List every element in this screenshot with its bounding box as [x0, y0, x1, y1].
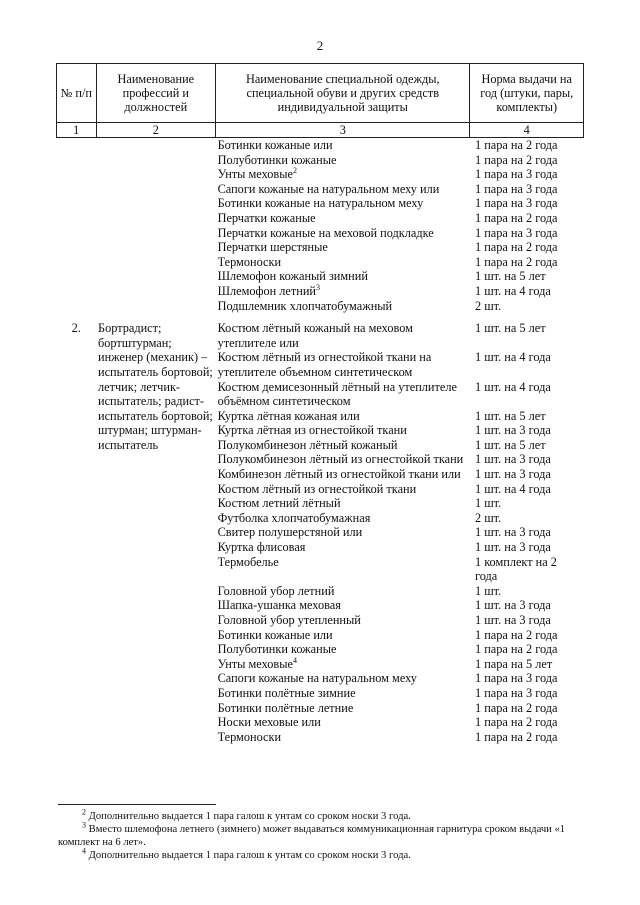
ppe-item-name [216, 452, 470, 467]
issue-norm: 1 пара на 2 года [474, 240, 558, 255]
ppe-item-name [216, 584, 470, 599]
ppe-item-text: Свитер полушерстяной или [217, 525, 363, 540]
issue-norm: 2 шт. [474, 298, 502, 313]
issue-norm: 1 комплект на 2 года [474, 554, 557, 584]
issue-norm: 1 шт. [474, 583, 502, 598]
ppe-item-name [216, 321, 470, 350]
ppe-item-name [216, 350, 470, 379]
ppe-item-text: Куртка флисовая [217, 540, 306, 555]
issue-norm: 1 шт. на 3 года [474, 452, 551, 467]
issue-norm: 1 шт. на 5 лет [474, 408, 546, 423]
column-number: 4 [470, 123, 584, 138]
ppe-item-text: Костюм лётный из огнестойкой ткани на утеплителе объемном синтетическом [217, 350, 432, 379]
ppe-item-name [216, 182, 470, 197]
column-number: 1 [57, 123, 97, 138]
spacer-cell [57, 313, 584, 321]
issue-norm: 1 пара на 2 года [474, 627, 558, 642]
ppe-item-text: Футболка хлопчатобумажная [217, 510, 371, 525]
footnote-ref: 2 [292, 166, 297, 176]
ppe-item-text: Полуботинки кожаные [217, 152, 337, 167]
footnote-mark: 2 [82, 807, 86, 817]
profession-list: Бортрадист; бортштурман; инженер (механик) – испытатель бортовой; летчик; летчик-испытатель; радист-испытатель бортовой; штурман; штурман-испытатель [98, 321, 213, 452]
ppe-item-name [216, 438, 470, 453]
empty-number-cell [57, 138, 97, 314]
ppe-item-name [216, 613, 470, 628]
table-row [57, 138, 584, 153]
table-header-row [57, 64, 584, 123]
issue-norm: 1 пара на 2 года [474, 642, 558, 657]
ppe-item-name [216, 284, 470, 299]
ppe-item-name [216, 525, 470, 540]
ppe-item-text: Ботинки кожаные или [217, 138, 333, 152]
issue-norm: 1 пара на 2 года [474, 700, 558, 715]
footnote-text: Дополнительно выдается 1 пара галош к унтам со сроком носки 3 года. [88, 850, 411, 861]
issue-norm: 1 пара на 2 года [474, 254, 558, 269]
issue-norm: 1 пара на 3 года [474, 181, 558, 196]
ppe-item-text: Ботинки полётные зимние [217, 685, 356, 700]
ppe-item-text: Шлемофон кожаный зимний [217, 269, 368, 284]
issue-norm: 1 шт. на 3 года [474, 598, 551, 613]
ppe-item-name [216, 482, 470, 497]
ppe-item-name [216, 555, 470, 584]
ppe-item-text: Сапоги кожаные на натуральном меху [217, 671, 417, 686]
issue-norm: 1 пара на 2 года [474, 715, 558, 730]
footnote-text: Вместо шлемофона летнего (зимнего) может выдаваться коммуникационная гарнитура сроком выдачи «1 комплект на 6 лет». [58, 824, 566, 848]
ppe-item-text: Костюм демисезонный лётный на утеплителе объёмном синтетическом [217, 379, 457, 409]
issue-norm: 1 шт. на 3 года [474, 613, 551, 627]
entry-number: 2. [71, 321, 81, 336]
page-number: 2 [316, 38, 324, 53]
ppe-item-text: Куртка лётная кожаная или [217, 408, 360, 423]
header-ppe-name: Наименование специальной одежды, специальной обуви и других средств индивидуальной защиты [216, 64, 470, 123]
issue-norm: 1 шт. на 3 года [474, 540, 551, 555]
issue-norm: 1 шт. на 4 года [474, 350, 551, 365]
issue-norm: 1 пара на 5 лет [474, 656, 553, 671]
issue-norm: 1 шт. на 5 лет [474, 437, 546, 452]
ppe-item-name [216, 380, 470, 409]
column-number: 3 [216, 123, 470, 138]
ppe-item-name [216, 598, 470, 613]
ppe-item-name [216, 715, 470, 730]
issue-norm: 1 пара на 2 года [474, 152, 558, 167]
ppe-item-text: Перчатки кожаные [217, 210, 316, 225]
issue-norm: 1 шт. на 3 года [474, 467, 551, 482]
issue-norm: 1 пара на 2 года [474, 729, 558, 744]
ppe-item-text: Перчатки шерстяные [217, 240, 328, 255]
column-number: 2 [96, 123, 216, 138]
issue-norm: 1 шт. [474, 496, 502, 511]
footnote [58, 807, 603, 823]
footnote-text: Дополнительно выдается 1 пара галош к унтам со сроком носки 3 года. [88, 811, 411, 822]
ppe-item-text: Ботинки полётные летние [217, 700, 354, 715]
header-number: № п/п [57, 64, 97, 123]
ppe-item-text: Ботинки кожаные на натуральном меху [217, 196, 424, 211]
issue-norm: 1 шт. на 4 года [474, 283, 551, 298]
ppe-item-text: Шапка-ушанка меховая [217, 598, 341, 613]
ppe-item-text: Полукомбинезон лётный из огнестойкой ткани [217, 452, 464, 467]
ppe-item-text: Комбинезон лётный из огнестойкой ткани или [217, 467, 461, 482]
footnotes [58, 807, 603, 862]
ppe-item-text: Унты меховые [217, 656, 293, 671]
ppe-item-name [216, 628, 470, 643]
ppe-item-name [216, 226, 470, 241]
row-spacer [57, 313, 584, 321]
issue-norm: 1 шт. на 3 года [474, 525, 551, 540]
ppe-item-text: Головной убор утепленный [217, 613, 361, 627]
ppe-item-name [216, 269, 470, 284]
issue-norm: 1 пара на 3 года [474, 196, 558, 211]
footnote-mark: 3 [82, 820, 86, 830]
ppe-norms-table [56, 63, 584, 744]
issue-norm: 1 шт. на 5 лет [474, 269, 546, 284]
footnote-ref: 3 [316, 282, 321, 292]
issue-norm: 1 шт. на 4 года [474, 481, 551, 496]
ppe-item-text: Сапоги кожаные на натуральном меху или [217, 181, 440, 196]
ppe-item-text: Термоноски [217, 729, 282, 744]
ppe-item-name [216, 701, 470, 716]
ppe-item-text: Полукомбинезон лётный кожаный [217, 437, 398, 452]
footnote [58, 846, 603, 862]
ppe-item-name [216, 496, 470, 511]
ppe-item-text: Костюм лётный кожаный на меховом утеплителе или [217, 321, 413, 350]
issue-norm: 1 шт. на 5 лет [474, 321, 546, 336]
ppe-item-name [216, 730, 470, 745]
issue-norm: 1 пара на 2 года [474, 138, 558, 152]
ppe-item-name [216, 511, 470, 526]
ppe-item-name [216, 642, 470, 657]
header-profession: Наименование профессий и должностей [96, 64, 216, 123]
issue-norm: 1 шт. на 4 года [474, 379, 551, 394]
ppe-item-text: Костюм летний лётный [217, 496, 341, 511]
issue-norm: 1 шт. на 3 года [474, 423, 551, 438]
ppe-item-name [216, 409, 470, 424]
ppe-item-text: Куртка лётная из огнестойкой ткани [217, 423, 407, 438]
issue-norm: 1 пара на 3 года [474, 167, 558, 182]
ppe-item-name [216, 240, 470, 255]
footnote-separator [58, 804, 216, 805]
ppe-item-name [216, 211, 470, 226]
ppe-item-name [216, 540, 470, 555]
ppe-item-text: Носки меховые или [217, 715, 321, 730]
ppe-item-text: Подшлемник хлопчатобумажный [217, 298, 393, 313]
footnote-mark: 4 [82, 846, 86, 856]
ppe-item-name [216, 255, 470, 270]
issue-norm: 1 пара на 3 года [474, 685, 558, 700]
ppe-item-name [216, 299, 470, 314]
ppe-item-name [216, 686, 470, 701]
ppe-item-text: Полуботинки кожаные [217, 642, 337, 657]
issue-norm: 1 пара на 3 года [474, 671, 558, 686]
footnote-ref: 4 [292, 655, 297, 665]
ppe-item-text: Ботинки кожаные или [217, 627, 333, 642]
issue-norm: 1 пара на 2 года [474, 210, 558, 225]
header-issue-norm: Норма выдачи на год (штуки, пары, комплекты) [470, 64, 584, 123]
ppe-item-text: Перчатки кожаные на меховой подкладке [217, 225, 434, 240]
ppe-item-text: Термобелье [217, 554, 279, 569]
ppe-item-name [216, 196, 470, 211]
issue-norm: 1 пара на 3 года [474, 225, 558, 240]
issue-norm: 2 шт. [474, 510, 502, 525]
table-row [57, 321, 584, 350]
column-number-row [57, 123, 584, 138]
empty-profession-cell [96, 138, 216, 314]
ppe-item-name [216, 138, 470, 153]
ppe-item-text: Унты меховые [217, 167, 293, 182]
footnote [58, 820, 603, 849]
ppe-item-text: Шлемофон летний [217, 283, 317, 298]
ppe-item-name [216, 467, 470, 482]
ppe-item-name [216, 167, 470, 182]
ppe-item-name [216, 153, 470, 168]
ppe-item-name [216, 423, 470, 438]
ppe-item-text: Головной убор летний [217, 583, 335, 598]
ppe-item-text: Термоноски [217, 254, 282, 269]
ppe-item-name [216, 671, 470, 686]
ppe-item-name [216, 657, 470, 672]
ppe-item-text: Костюм лётный из огнестойкой ткани [217, 481, 417, 496]
